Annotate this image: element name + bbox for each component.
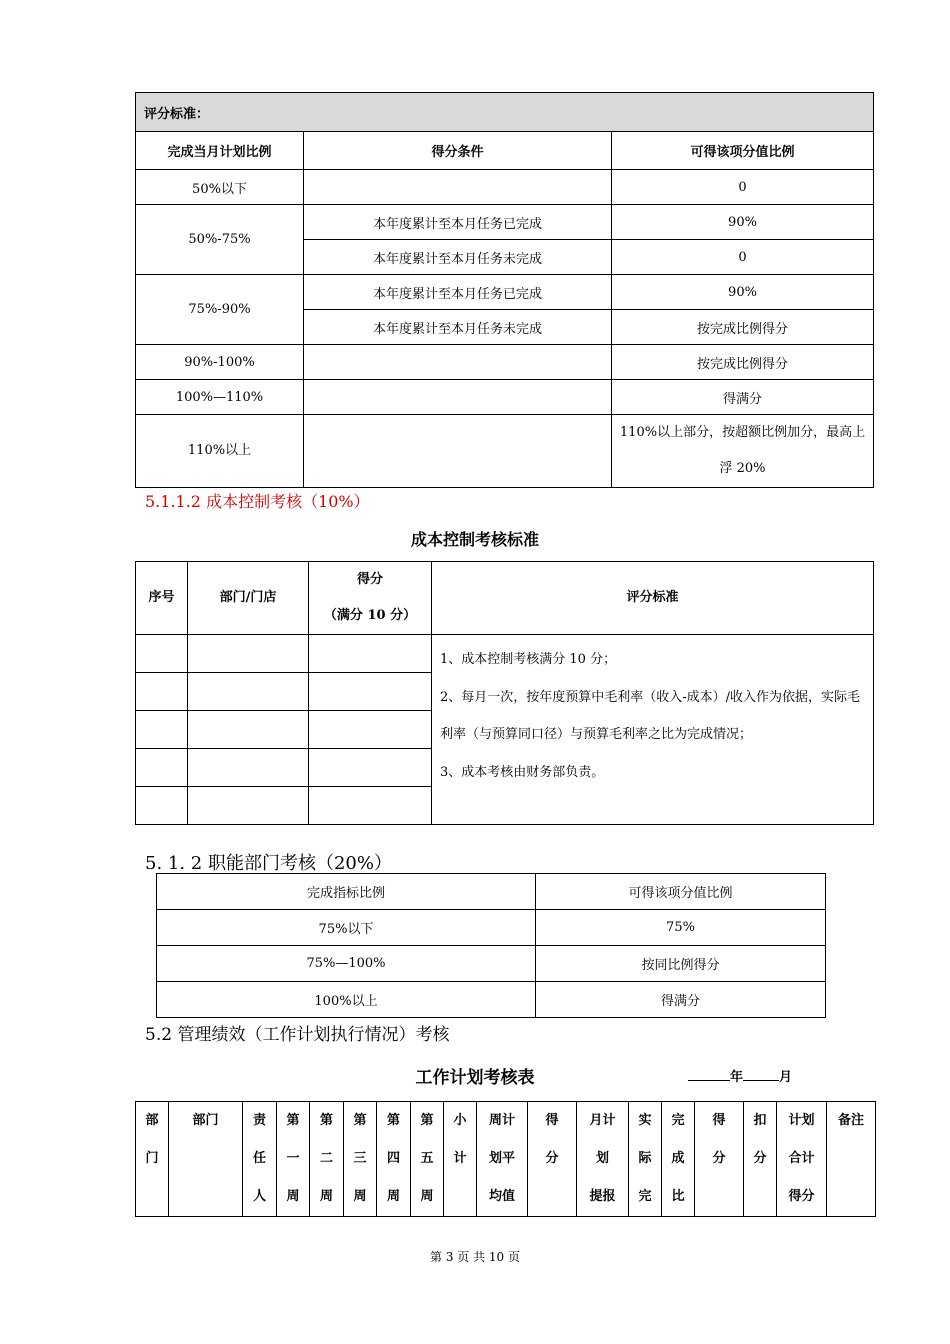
- empty-cell[interactable]: [136, 749, 188, 787]
- ratio-cell: 100%以上: [157, 982, 536, 1018]
- header-text-line: 四: [386, 1151, 400, 1166]
- section-heading-cost-control: 5.1.1.2 成本控制考核（10%）: [145, 492, 370, 511]
- header-text-line: 比: [671, 1189, 685, 1204]
- work-plan-header-cell: [827, 1102, 876, 1217]
- empty-cell[interactable]: [188, 711, 309, 749]
- score-cell: 0: [612, 170, 874, 205]
- ratio-cell: 75%—100%: [157, 946, 536, 982]
- score-cell: 得满分: [612, 380, 874, 415]
- work-plan-header-cell: [444, 1102, 477, 1217]
- month-blank[interactable]: [743, 1068, 779, 1081]
- header-text-line: 得: [712, 1113, 726, 1128]
- header-text-line: 任: [252, 1151, 266, 1166]
- header-text-line: 责: [252, 1113, 266, 1128]
- header-text-line: 五: [420, 1151, 434, 1166]
- header-completion-ratio: 完成当月计划比例: [136, 132, 304, 170]
- month-label: 月: [779, 1070, 793, 1085]
- header-text-line: 提报: [589, 1189, 616, 1204]
- header-department: 部门/门店: [188, 562, 309, 635]
- score-cell: 90%: [612, 205, 874, 240]
- criteria-item: 2、每月一次，按年度预算中毛利率（收入-成本）/收入作为依据，实际毛利率（与预算同口径）与预算毛利率之比为完成情况；: [440, 689, 861, 742]
- ratio-cell: 90%-100%: [136, 345, 304, 380]
- work-plan-header-cell: [411, 1102, 444, 1217]
- header-score-ratio: 可得该项分值比例: [612, 132, 874, 170]
- score-cell: 得满分: [536, 982, 826, 1018]
- criteria-item: 1、成本控制考核满分 10 分；: [440, 652, 617, 667]
- condition-cell: 本年度累计至本月任务未完成: [304, 310, 612, 345]
- empty-cell[interactable]: [309, 635, 432, 673]
- header-text-line: 实: [638, 1113, 652, 1128]
- section-heading-functional-dept: 5. 1. 2 职能部门考核（20%）: [145, 853, 392, 874]
- page-footer: 第 3 页 共 10 页: [430, 1250, 520, 1264]
- header-target-ratio: 完成指标比例: [157, 874, 536, 910]
- header-score-condition: 得分条件: [304, 132, 612, 170]
- header-text-line: 完: [638, 1189, 652, 1204]
- header-text-line: 二: [319, 1151, 333, 1166]
- header-text-line: 合计: [788, 1151, 815, 1166]
- condition-cell: 本年度累计至本月任务已完成: [304, 275, 612, 310]
- header-score-ratio: 可得该项分值比例: [536, 874, 826, 910]
- ratio-cell: 110%以上: [136, 415, 304, 488]
- score-cell: 75%: [536, 910, 826, 946]
- header-text-line: 得分: [788, 1189, 815, 1204]
- header-text-line: 完: [671, 1113, 685, 1128]
- date-line: [688, 1066, 792, 1085]
- header-text-line: 周计: [488, 1113, 515, 1128]
- header-text-line: 计: [453, 1151, 467, 1166]
- work-plan-header-cell: [629, 1102, 662, 1217]
- header-text-line: 计划: [788, 1113, 815, 1128]
- work-plan-header-cell: [477, 1102, 528, 1217]
- header-text-line: 部: [145, 1113, 159, 1128]
- header-text-line: 三: [353, 1151, 367, 1166]
- header-text-line: 均值: [488, 1189, 515, 1204]
- work-plan-header-cell: [662, 1102, 695, 1217]
- header-text-line: 分: [545, 1151, 559, 1166]
- header-text-line: 第: [353, 1113, 367, 1128]
- section-heading-management: 5.2 管理绩效（工作计划执行情况）考核: [145, 1025, 450, 1045]
- empty-cell[interactable]: [188, 635, 309, 673]
- ratio-cell: 75%以下: [157, 910, 536, 946]
- work-plan-header-cell: [169, 1102, 243, 1217]
- work-plan-table: [135, 1101, 876, 1217]
- score-cell: 90%: [612, 275, 874, 310]
- empty-cell[interactable]: [188, 749, 309, 787]
- score-cell: 0: [612, 240, 874, 275]
- score-cell: 按同比例得分: [536, 946, 826, 982]
- header-text-line: 得: [545, 1113, 559, 1128]
- work-plan-header-cell: [243, 1102, 277, 1217]
- work-plan-header-cell: [777, 1102, 827, 1217]
- header-text-line: 周: [420, 1189, 434, 1204]
- ratio-cell: 50%-75%: [136, 205, 304, 275]
- condition-cell: [304, 415, 612, 488]
- header-score-line2: （满分 10 分）: [323, 608, 417, 623]
- header-text-line: 人: [252, 1189, 266, 1204]
- work-plan-header-cell: [277, 1102, 310, 1217]
- empty-cell[interactable]: [309, 749, 432, 787]
- empty-cell[interactable]: [136, 673, 188, 711]
- header-text-line: 备注: [837, 1113, 864, 1128]
- header-text-line: 第: [286, 1113, 300, 1128]
- empty-cell[interactable]: [309, 711, 432, 749]
- ratio-cell: 75%-90%: [136, 275, 304, 345]
- header-text-line: 第: [319, 1113, 333, 1128]
- work-plan-header-cell: [344, 1102, 377, 1217]
- ratio-cell: 100%—110%: [136, 380, 304, 415]
- header-text-line: 成: [671, 1151, 685, 1166]
- header-text-line: 部门: [192, 1113, 219, 1128]
- header-text-line: 际: [638, 1151, 652, 1166]
- header-criteria: 评分标准: [432, 562, 874, 635]
- score-cell: 按完成比例得分: [612, 345, 874, 380]
- header-text-line: 周: [353, 1189, 367, 1204]
- year-label: 年: [730, 1070, 744, 1085]
- header-text-line: 第: [420, 1113, 434, 1128]
- header-text-line: 周: [319, 1189, 333, 1204]
- empty-cell[interactable]: [309, 787, 432, 825]
- header-text-line: 第: [386, 1113, 400, 1128]
- header-serial-no: 序号: [136, 562, 188, 635]
- scoring-standard-table: [135, 92, 874, 488]
- criteria-cell: [432, 635, 874, 825]
- empty-cell[interactable]: [136, 787, 188, 825]
- empty-cell[interactable]: [309, 673, 432, 711]
- work-plan-header-cell: [695, 1102, 744, 1217]
- header-text-line: 月计: [589, 1113, 616, 1128]
- header-text-line: 分: [712, 1151, 726, 1166]
- header-text-line: 周: [286, 1189, 300, 1204]
- score-cell: 110%以上部分，按超额比例加分，最高上浮 20%: [612, 415, 874, 488]
- header-text-line: 门: [145, 1151, 159, 1166]
- header-score-line1: 得分: [356, 572, 383, 587]
- header-text-line: 扣: [753, 1113, 767, 1128]
- work-plan-title: 工作计划考核表: [415, 1068, 535, 1088]
- year-blank[interactable]: [688, 1068, 730, 1081]
- condition-cell: [304, 170, 612, 205]
- empty-cell[interactable]: [188, 673, 309, 711]
- empty-cell[interactable]: [188, 787, 309, 825]
- header-text-line: 划: [595, 1151, 609, 1166]
- score-cell: 按完成比例得分: [612, 310, 874, 345]
- empty-cell[interactable]: [136, 711, 188, 749]
- header-text-line: 周: [386, 1189, 400, 1204]
- work-plan-header-cell: [377, 1102, 411, 1217]
- header-text-line: 一: [286, 1151, 300, 1166]
- scoring-standard-title: 评分标准：: [136, 93, 874, 132]
- work-plan-header-cell: [744, 1102, 777, 1217]
- empty-cell[interactable]: [136, 635, 188, 673]
- header-text-line: 小: [453, 1113, 467, 1128]
- work-plan-header-row: [136, 1102, 876, 1217]
- header-text-line: 分: [753, 1151, 767, 1166]
- header-score: [309, 562, 432, 635]
- ratio-cell: 50%以下: [136, 170, 304, 205]
- functional-dept-table: [156, 873, 826, 1018]
- criteria-item: 3、成本考核由财务部负责。: [440, 764, 605, 780]
- work-plan-header-cell: [310, 1102, 344, 1217]
- header-text-line: 划平: [488, 1151, 515, 1166]
- work-plan-header-cell: [577, 1102, 629, 1217]
- work-plan-header-cell: [136, 1102, 169, 1217]
- condition-cell: 本年度累计至本月任务已完成: [304, 205, 612, 240]
- condition-cell: 本年度累计至本月任务未完成: [304, 240, 612, 275]
- cost-control-title: 成本控制考核标准: [410, 530, 539, 549]
- condition-cell: [304, 380, 612, 415]
- condition-cell: [304, 345, 612, 380]
- cost-control-table: [135, 561, 874, 825]
- work-plan-header-cell: [528, 1102, 577, 1217]
